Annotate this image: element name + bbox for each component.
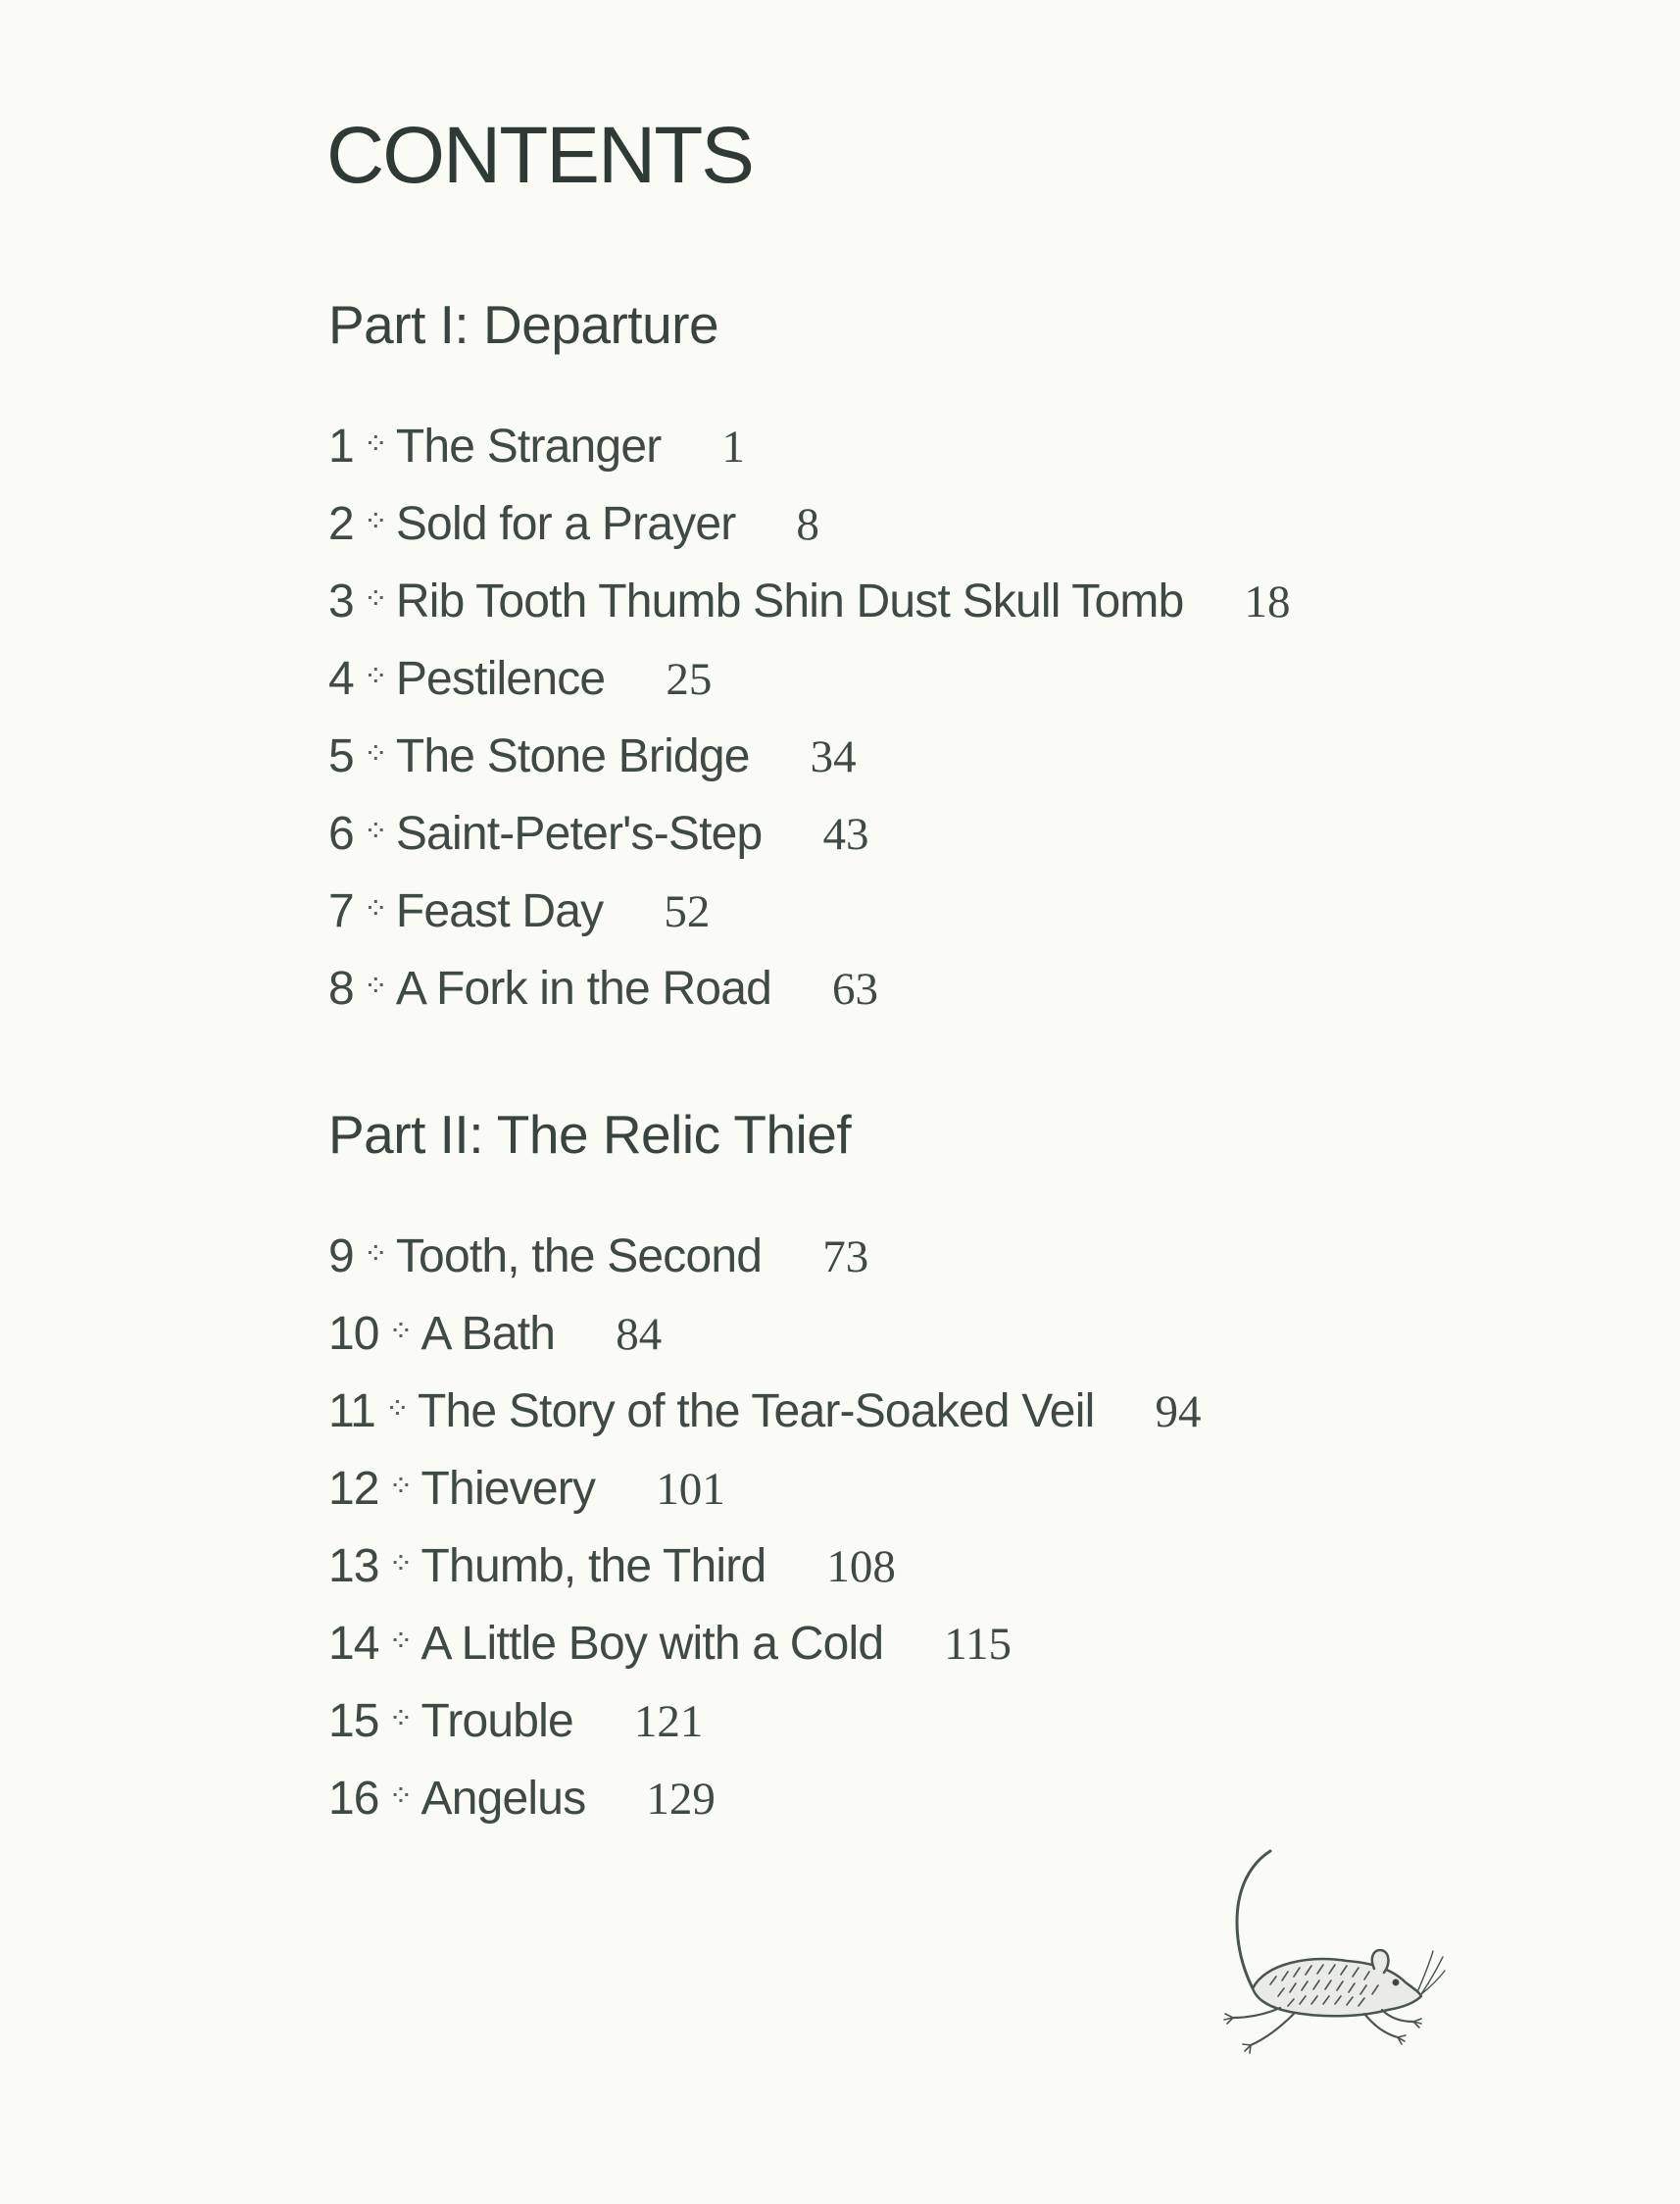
ornament-icon: ⁘ [388, 1547, 414, 1581]
chapter-entry [328, 950, 1290, 1027]
chapter-entry [328, 1682, 1201, 1760]
chapter-number: 5 [328, 730, 354, 782]
ornament-icon: ⁘ [388, 1470, 414, 1504]
chapter-number: 7 [328, 885, 354, 937]
chapter-number: 2 [328, 498, 354, 550]
chapter-title: Angelus [420, 1773, 586, 1825]
ornament-icon: ⁘ [363, 427, 388, 462]
page-title: CONTENTS [326, 111, 753, 200]
chapter-title: Thumb, the Third [420, 1540, 766, 1592]
chapter-entry [328, 718, 1290, 795]
chapter-title: The Story of the Tear-Soaked Veil [417, 1385, 1095, 1437]
chapter-title: Thievery [420, 1463, 596, 1515]
ornament-icon: ⁘ [388, 1625, 414, 1659]
ornament-icon: ⁘ [363, 505, 388, 539]
chapter-number: 8 [328, 963, 354, 1015]
chapter-entry [328, 640, 1290, 718]
chapter-page: 94 [1155, 1386, 1202, 1437]
chapter-title: The Stone Bridge [395, 730, 750, 782]
ornament-icon: ⁘ [388, 1702, 414, 1736]
chapter-title: A Little Boy with a Cold [420, 1618, 884, 1670]
chapter-number: 3 [328, 576, 354, 627]
chapter-number: 14 [328, 1618, 379, 1670]
ornament-icon: ⁘ [363, 970, 388, 1004]
chapter-title: A Bath [420, 1308, 556, 1360]
chapter-entry [328, 1295, 1201, 1373]
chapter-number: 9 [328, 1230, 354, 1282]
chapter-number: 6 [328, 808, 354, 860]
chapter-number: 15 [328, 1695, 379, 1747]
chapter-entry [328, 1760, 1201, 1837]
chapter-title: Saint-Peter's-Step [395, 808, 763, 860]
chapter-entry [328, 1605, 1201, 1682]
chapter-page: 18 [1244, 576, 1291, 627]
chapter-page: 8 [796, 499, 819, 550]
chapter-title: Trouble [420, 1695, 573, 1747]
chapter-page: 63 [832, 964, 878, 1015]
chapter-title: Rib Tooth Thumb Shin Dust Skull Tomb [395, 576, 1184, 627]
chapter-page: 43 [822, 809, 869, 860]
chapter-title: Tooth, the Second [395, 1230, 763, 1282]
chapter-title: Sold for a Prayer [395, 498, 736, 550]
chapter-title: The Stranger [395, 421, 662, 473]
chapter-page: 121 [633, 1696, 704, 1747]
chapter-number: 12 [328, 1463, 379, 1515]
chapter-page: 34 [810, 731, 857, 782]
chapter-page: 1 [721, 422, 745, 473]
chapter-page: 84 [616, 1309, 663, 1360]
chapter-page: 115 [944, 1619, 1013, 1670]
ornament-icon: ⁘ [363, 660, 388, 694]
ornament-icon: ⁘ [388, 1779, 414, 1814]
chapter-entry [328, 873, 1290, 950]
chapter-page: 108 [826, 1541, 896, 1592]
chapter-title: Feast Day [395, 885, 604, 937]
chapter-number: 16 [328, 1773, 379, 1825]
chapter-number: 1 [328, 421, 354, 473]
mouse-illustration-icon [1172, 1845, 1447, 2071]
chapter-entry [328, 563, 1290, 640]
chapter-number: 13 [328, 1540, 379, 1592]
chapter-entry [328, 795, 1290, 873]
chapter-number: 10 [328, 1308, 379, 1360]
chapter-entry [328, 1373, 1201, 1450]
chapter-page: 25 [666, 654, 713, 705]
ornament-icon: ⁘ [363, 737, 388, 772]
chapter-number: 11 [328, 1385, 375, 1437]
chapter-list-part-1 [328, 408, 1290, 1027]
chapter-list-part-2 [328, 1218, 1201, 1837]
chapter-page: 129 [646, 1774, 716, 1825]
chapter-number: 4 [328, 653, 354, 705]
chapter-entry [328, 1450, 1201, 1528]
chapter-entry [328, 1528, 1201, 1605]
chapter-entry [328, 408, 1290, 485]
ornament-icon: ⁘ [363, 815, 388, 849]
chapter-page: 73 [822, 1231, 869, 1282]
chapter-entry [328, 485, 1290, 563]
ornament-icon: ⁘ [363, 582, 388, 617]
part-heading-1: Part I: Departure [328, 294, 719, 355]
chapter-entry [328, 1218, 1201, 1295]
chapter-title: A Fork in the Road [395, 963, 771, 1015]
part-heading-2: Part II: The Relic Thief [328, 1104, 852, 1165]
ornament-icon: ⁘ [363, 1237, 388, 1272]
chapter-title: Pestilence [395, 653, 606, 705]
ornament-icon: ⁘ [388, 1315, 414, 1349]
ornament-icon: ⁘ [363, 892, 388, 927]
chapter-page: 52 [664, 886, 711, 937]
chapter-page: 101 [656, 1464, 725, 1515]
ornament-icon: ⁘ [384, 1392, 410, 1427]
